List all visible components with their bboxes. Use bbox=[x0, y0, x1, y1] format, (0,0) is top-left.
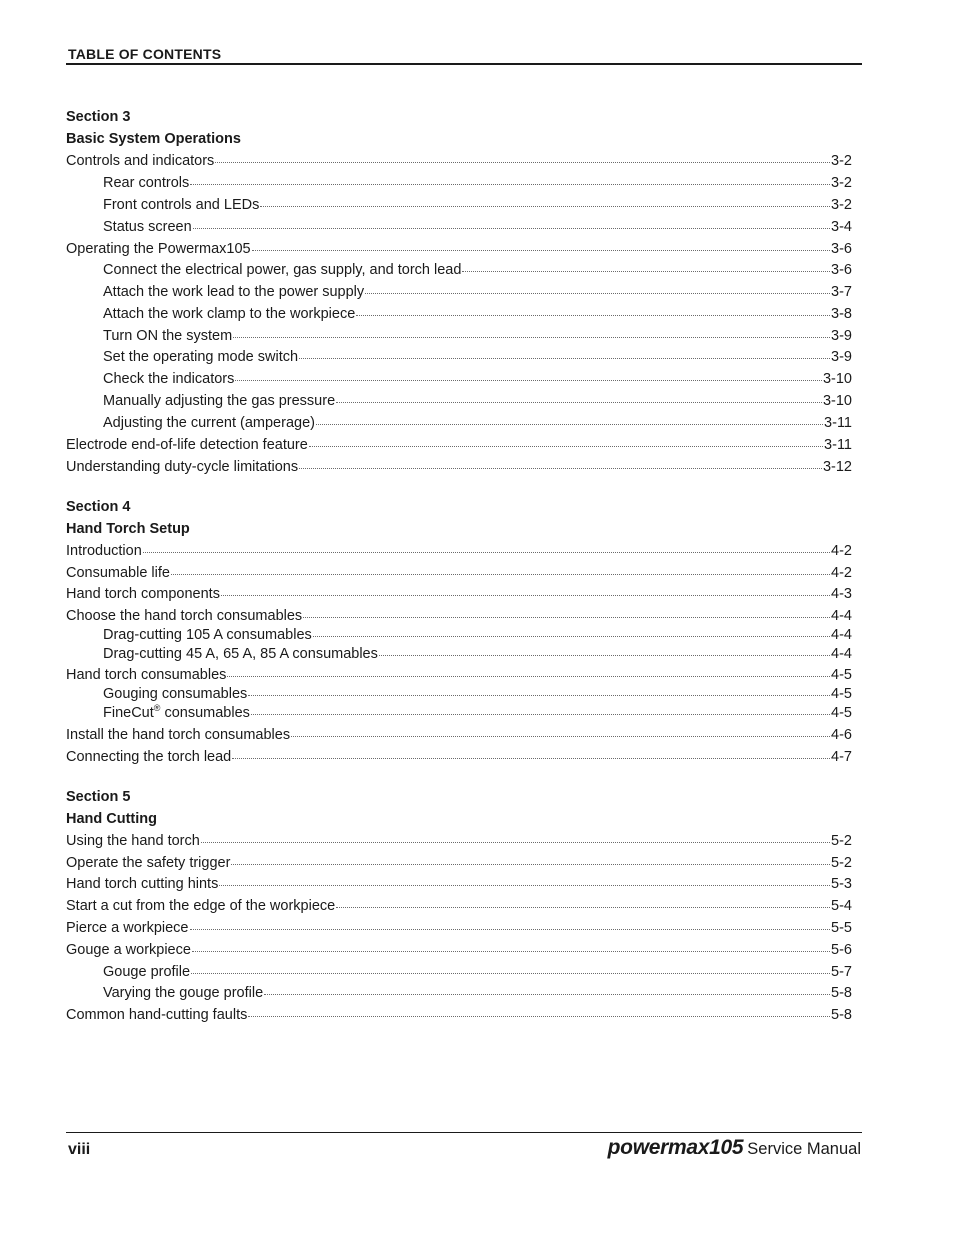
toc-entry-page: 5-4 bbox=[831, 898, 852, 914]
dot-leader bbox=[191, 971, 830, 974]
toc-entry-page: 3-6 bbox=[831, 241, 852, 257]
toc-entry-page: 3-6 bbox=[831, 262, 852, 278]
dot-leader bbox=[299, 356, 830, 359]
finecut-label: FineCut bbox=[103, 705, 154, 721]
toc-entry-label: Rear controls bbox=[103, 175, 190, 191]
dot-leader bbox=[219, 883, 830, 886]
dot-leader bbox=[190, 927, 831, 930]
toc-entry-label: Introduction bbox=[66, 543, 142, 559]
toc-entry-page: 5-2 bbox=[831, 855, 852, 871]
toc-entry-page: 4-6 bbox=[831, 727, 852, 743]
toc-entry[interactable] bbox=[66, 665, 852, 685]
dot-leader bbox=[235, 378, 822, 381]
dot-leader bbox=[316, 422, 823, 425]
dot-leader bbox=[379, 653, 830, 656]
toc-entry[interactable] bbox=[66, 831, 852, 851]
toc-subentry[interactable] bbox=[103, 304, 852, 324]
toc-entry-page: 3-4 bbox=[831, 219, 852, 235]
toc-entry-label: Start a cut from the edge of the workpiece bbox=[66, 898, 336, 914]
toc-entry-page: 3-9 bbox=[831, 328, 852, 344]
toc-entry-label: Attach the work clamp to the workpiece bbox=[103, 306, 356, 322]
toc-entry-label: Install the hand torch consumables bbox=[66, 727, 291, 743]
footer-rule bbox=[66, 1132, 862, 1133]
toc-entry-label: Gouge profile bbox=[103, 964, 191, 980]
toc-entry-page: 3-2 bbox=[831, 175, 852, 191]
dot-leader bbox=[233, 335, 830, 338]
toc-entry-page: 4-5 bbox=[831, 686, 852, 702]
toc-entry-page: 3-10 bbox=[822, 371, 852, 387]
dot-leader bbox=[356, 313, 830, 316]
toc-entry-label: Electrode end-of-life detection feature bbox=[66, 437, 308, 453]
toc-entry[interactable] bbox=[66, 1005, 852, 1025]
dot-leader bbox=[336, 400, 822, 403]
dot-leader bbox=[171, 572, 830, 575]
toc-entry-page: 4-3 bbox=[831, 586, 852, 602]
header-rule bbox=[66, 63, 862, 65]
toc-entry-label: Common hand-cutting faults bbox=[66, 1007, 248, 1023]
toc-entry-label: Connect the electrical power, gas supply, and torch lead bbox=[103, 262, 462, 278]
toc-entry-page: 3-8 bbox=[831, 306, 852, 322]
page-header-title: TABLE OF CONTENTS bbox=[68, 46, 222, 62]
dot-leader bbox=[336, 905, 830, 908]
toc-entry-label: Attach the work lead to the power supply bbox=[103, 284, 365, 300]
toc-subentry[interactable] bbox=[103, 195, 852, 215]
toc-entry-page: 3-2 bbox=[831, 153, 852, 169]
toc-entry[interactable] bbox=[66, 457, 852, 477]
toc-entry-page: 4-4 bbox=[831, 627, 852, 643]
toc-entry-page: 4-4 bbox=[831, 646, 852, 662]
toc-entry[interactable] bbox=[66, 584, 852, 604]
dot-leader bbox=[215, 160, 830, 163]
dot-leader bbox=[190, 182, 830, 185]
toc-entry[interactable] bbox=[66, 896, 852, 916]
toc-entry-label: Turn ON the system bbox=[103, 328, 233, 344]
dot-leader bbox=[291, 734, 830, 737]
toc-entry-page: 4-5 bbox=[831, 667, 852, 683]
toc-entry[interactable] bbox=[66, 563, 852, 583]
toc-entry-label bbox=[103, 703, 250, 723]
toc-entry-page: 4-7 bbox=[831, 749, 852, 765]
dot-leader bbox=[252, 248, 830, 251]
toc-entry[interactable] bbox=[66, 239, 852, 259]
section-number: Section 4 bbox=[66, 499, 131, 515]
registered-mark: ® bbox=[153, 703, 161, 714]
toc-entry-label: Varying the gouge profile bbox=[103, 985, 264, 1001]
section-number: Section 3 bbox=[66, 109, 131, 125]
toc-entry[interactable] bbox=[66, 940, 852, 960]
toc-entry-page: 4-2 bbox=[831, 543, 852, 559]
toc-entry-label: Controls and indicators bbox=[66, 153, 215, 169]
dot-leader bbox=[264, 992, 830, 995]
toc-entry-label: Front controls and LEDs bbox=[103, 197, 260, 213]
toc-entry-page: 5-8 bbox=[831, 985, 852, 1001]
dot-leader bbox=[309, 444, 823, 447]
section-title: Hand Torch Setup bbox=[66, 521, 190, 537]
dot-leader bbox=[193, 226, 830, 229]
toc-entry-label: Hand torch components bbox=[66, 586, 220, 602]
section-title: Basic System Operations bbox=[66, 131, 241, 147]
finecut-label-tail: consumables bbox=[160, 705, 250, 721]
toc-subentry[interactable] bbox=[103, 703, 852, 723]
toc-entry[interactable] bbox=[66, 606, 852, 626]
section-number: Section 5 bbox=[66, 789, 131, 805]
dot-leader bbox=[227, 674, 830, 677]
toc-entry-label: Operate the safety trigger bbox=[66, 855, 231, 871]
manual-label: Service Manual bbox=[747, 1140, 861, 1158]
dot-leader bbox=[260, 204, 830, 207]
dot-leader bbox=[462, 269, 830, 272]
toc-entry-page: 5-5 bbox=[831, 920, 852, 936]
toc-entry-label: Gouge a workpiece bbox=[66, 942, 191, 958]
toc-entry-label: Manually adjusting the gas pressure bbox=[103, 393, 336, 409]
brand-logo: powermax105 bbox=[607, 1136, 744, 1159]
toc-entry-label: Check the indicators bbox=[103, 371, 235, 387]
dot-leader bbox=[192, 949, 830, 952]
toc-subentry[interactable] bbox=[103, 217, 852, 237]
toc-entry[interactable] bbox=[66, 747, 852, 767]
toc-entry-page: 5-8 bbox=[831, 1007, 852, 1023]
toc-entry-page: 3-12 bbox=[822, 459, 852, 475]
toc-entry-label: Drag-cutting 45 A, 65 A, 85 A consumables bbox=[103, 646, 378, 662]
toc-subentry[interactable] bbox=[103, 684, 852, 704]
toc-entry-label: Hand torch consumables bbox=[66, 667, 227, 683]
toc-entry[interactable] bbox=[66, 725, 852, 745]
footer-brand bbox=[608, 1136, 861, 1160]
toc-subentry[interactable] bbox=[103, 173, 852, 193]
toc-subentry[interactable] bbox=[103, 326, 852, 346]
toc-subentry[interactable] bbox=[103, 347, 852, 367]
toc-entry-page: 3-11 bbox=[824, 415, 852, 431]
toc-subentry[interactable] bbox=[103, 644, 852, 664]
toc-entry[interactable] bbox=[66, 874, 852, 894]
toc-subentry[interactable] bbox=[103, 391, 852, 411]
toc-subentry[interactable] bbox=[103, 413, 852, 433]
toc-entry-label: Using the hand torch bbox=[66, 833, 200, 849]
dot-leader bbox=[303, 615, 830, 618]
dot-leader bbox=[143, 550, 830, 553]
dot-leader bbox=[299, 466, 822, 469]
toc-entry-page: 3-11 bbox=[824, 437, 852, 453]
dot-leader bbox=[201, 840, 830, 843]
toc-entry-label: Consumable life bbox=[66, 565, 170, 581]
toc-entry-page: 3-7 bbox=[831, 284, 852, 300]
dot-leader bbox=[313, 634, 830, 637]
page-number: viii bbox=[68, 1141, 91, 1158]
section-title: Hand Cutting bbox=[66, 811, 158, 827]
toc-entry-label: Hand torch cutting hints bbox=[66, 876, 219, 892]
toc-entry[interactable] bbox=[66, 151, 852, 171]
toc-entry-page: 3-2 bbox=[831, 197, 852, 213]
dot-leader bbox=[248, 693, 830, 696]
dot-leader bbox=[365, 291, 830, 294]
toc-entry-label: Set the operating mode switch bbox=[103, 349, 299, 365]
dot-leader bbox=[231, 862, 830, 865]
toc-entry-label: Choose the hand torch consumables bbox=[66, 608, 303, 624]
toc-entry-page: 5-3 bbox=[831, 876, 852, 892]
toc-entry[interactable] bbox=[66, 853, 852, 873]
toc-subentry[interactable] bbox=[103, 625, 852, 645]
toc-entry-page: 4-5 bbox=[831, 705, 852, 721]
toc-entry-label: Drag-cutting 105 A consumables bbox=[103, 627, 312, 643]
toc-entry-page: 5-7 bbox=[831, 964, 852, 980]
toc-entry-page: 3-9 bbox=[831, 349, 852, 365]
toc-subentry[interactable] bbox=[103, 282, 852, 302]
toc-subentry[interactable] bbox=[103, 962, 852, 982]
toc-subentry[interactable] bbox=[103, 369, 852, 389]
toc-entry[interactable] bbox=[66, 435, 852, 455]
toc-subentry[interactable] bbox=[103, 983, 852, 1003]
toc-entry-page: 5-2 bbox=[831, 833, 852, 849]
toc-entry-label: Gouging consumables bbox=[103, 686, 248, 702]
toc-entry-label: Status screen bbox=[103, 219, 192, 235]
toc-entry[interactable] bbox=[66, 918, 852, 938]
dot-leader bbox=[232, 756, 830, 759]
toc-entry-label: Connecting the torch lead bbox=[66, 749, 232, 765]
toc-entry-page: 3-10 bbox=[822, 393, 852, 409]
dot-leader bbox=[248, 1014, 830, 1017]
dot-leader bbox=[251, 712, 830, 715]
toc-entry-page: 4-4 bbox=[831, 608, 852, 624]
toc-entry-label: Adjusting the current (amperage) bbox=[103, 415, 315, 431]
toc-entry-label: Pierce a workpiece bbox=[66, 920, 189, 936]
toc-entry-page: 5-6 bbox=[831, 942, 852, 958]
toc-entry[interactable] bbox=[66, 541, 852, 561]
toc-subentry[interactable] bbox=[103, 260, 852, 280]
toc-entry-label: Operating the Powermax105 bbox=[66, 241, 251, 257]
dot-leader bbox=[221, 593, 830, 596]
toc-entry-page: 4-2 bbox=[831, 565, 852, 581]
toc-entry-label: Understanding duty-cycle limitations bbox=[66, 459, 299, 475]
